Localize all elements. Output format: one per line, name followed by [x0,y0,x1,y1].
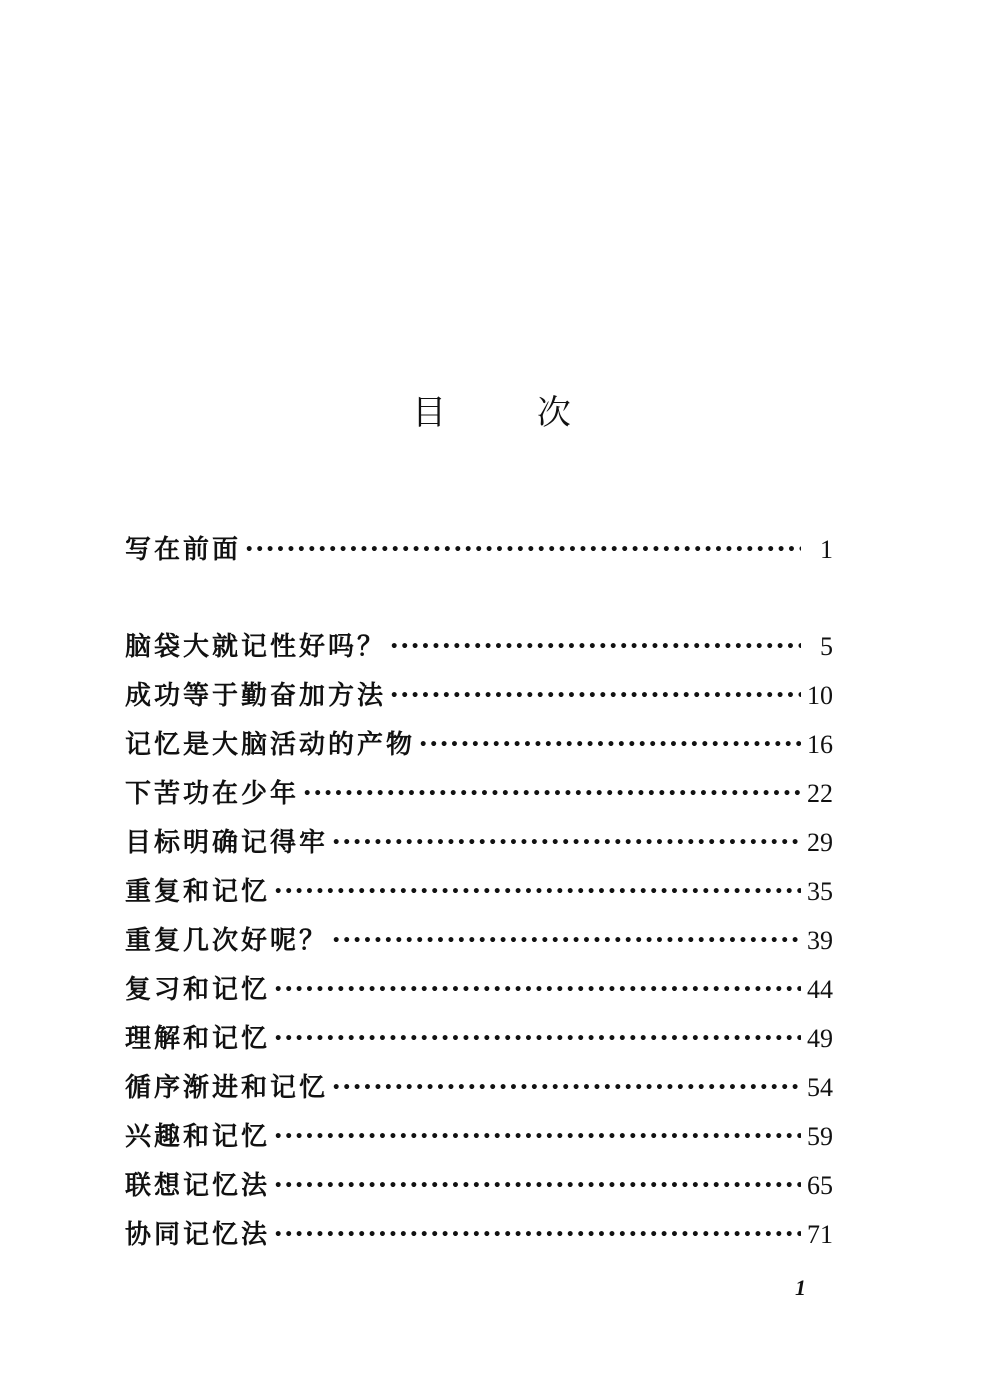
toc-entry-title: 写在前面 [125,535,242,565]
toc-entry-title: 成功等于勤奋加方法 [125,681,387,711]
dot-leader [245,530,801,570]
dot-leader [274,970,801,1010]
dot-leader [332,921,801,961]
toc-entry[interactable] [125,627,833,667]
toc-entry-title: 重复和记忆 [125,877,271,907]
dot-leader [332,823,801,863]
toc-entry[interactable] [125,1019,833,1059]
toc-entry-title: 记忆是大脑活动的产物 [125,730,416,760]
dot-leader [332,1068,801,1108]
dot-leader [274,872,801,912]
toc-entry[interactable] [125,872,833,912]
toc-entry-title: 兴趣和记忆 [125,1122,271,1152]
toc-entry-page: 29 [807,828,833,857]
dot-leader [390,676,801,716]
toc-entry-page: 1 [820,535,833,564]
toc-entry[interactable] [125,676,833,716]
toc-entry-title: 联想记忆法 [125,1171,271,1201]
toc-entry-page: 59 [807,1122,833,1151]
toc-entry-page: 49 [807,1024,833,1053]
dot-leader [390,627,801,667]
page-title [0,385,983,434]
toc-entry-title: 循序渐进和记忆 [125,1073,329,1103]
toc-entry-title: 复习和记忆 [125,975,271,1005]
toc-entry-page: 54 [807,1073,833,1102]
toc-entry-title: 重复几次好呢？ [125,926,329,956]
toc-entry[interactable] [125,725,833,765]
title-char-2: 次 [536,393,571,433]
toc-entry[interactable] [125,1068,833,1108]
toc-entry-page: 16 [807,730,833,759]
toc-entry[interactable] [125,970,833,1010]
toc-entry-title: 协同记忆法 [125,1220,271,1250]
toc-entry-page: 35 [807,877,833,906]
dot-leader [274,1215,801,1255]
title-char-1: 目 [412,393,447,433]
toc-entry-title: 目标明确记得牢 [125,828,329,858]
toc-entry-title: 理解和记忆 [125,1024,271,1054]
toc-entry-page: 5 [820,632,833,661]
toc-entry-page: 10 [807,681,833,710]
toc-entry-title: 下苦功在少年 [125,779,300,809]
toc-entry-title: 脑袋大就记性好吗？ [125,632,387,662]
page-number: 1 [795,1275,806,1300]
toc-entry[interactable] [125,1215,833,1255]
toc-entry-page: 65 [807,1171,833,1200]
toc-entry[interactable] [125,774,833,814]
dot-leader [419,725,801,765]
toc-entry[interactable] [125,823,833,863]
toc-entry[interactable] [125,1166,833,1206]
dot-leader [274,1019,801,1059]
toc-entry-page: 22 [807,779,833,808]
dot-leader [274,1166,801,1206]
toc-entry[interactable] [125,1117,833,1157]
toc-entry[interactable] [125,921,833,961]
toc-entry-page: 39 [807,926,833,955]
toc-entry[interactable] [125,530,833,570]
dot-leader [303,774,801,814]
toc-entry-page: 44 [807,975,833,1004]
toc-entry-page: 71 [807,1220,833,1249]
dot-leader [274,1117,801,1157]
